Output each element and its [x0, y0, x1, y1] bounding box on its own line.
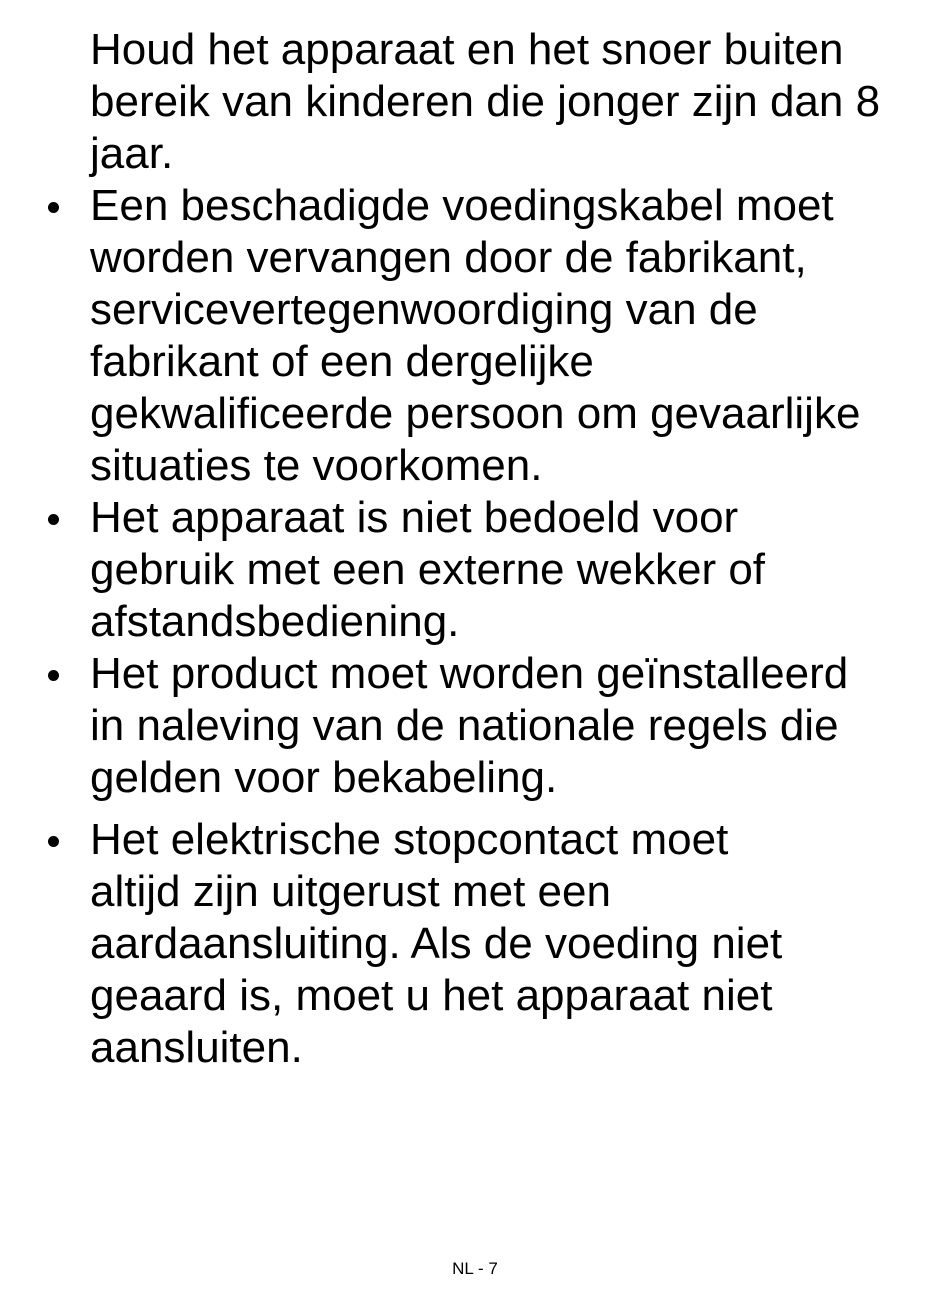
- list-item: [90, 180, 920, 492]
- text-line: aansluiten.: [90, 1023, 303, 1072]
- bullet-icon: [48, 202, 59, 213]
- list-item: [90, 648, 920, 804]
- text-line: Het product moet worden geïnstalleerd: [90, 649, 849, 698]
- text-line: aardaansluiting. Als de voeding niet: [90, 919, 783, 968]
- bullet-icon: [48, 670, 59, 681]
- page-number: NL - 7: [452, 1259, 498, 1278]
- text-line: Het elektrische stopcontact moet: [90, 815, 729, 864]
- bullet-icon: [48, 836, 59, 847]
- text-line: fabrikant of een dergelijke: [90, 337, 594, 386]
- text-line: altijd zijn uitgerust met een: [90, 867, 611, 916]
- text-line: situaties te voorkomen.: [90, 441, 543, 490]
- list-item: [90, 492, 920, 648]
- text-line: servicevertegenwoordiging van de: [90, 285, 758, 334]
- text-line: jaar.: [90, 129, 174, 178]
- intro-paragraph: [90, 24, 920, 180]
- text-line: Een beschadigde voedingskabel moet: [90, 181, 834, 230]
- text-line: geaard is, moet u het apparaat niet: [90, 971, 773, 1020]
- text-line: bereik van kinderen die jonger zijn dan 8: [90, 77, 881, 126]
- text-line: in naleving van de nationale regels die: [90, 701, 839, 750]
- text-line: gelden voor bekabeling.: [90, 753, 558, 802]
- bullet-icon: [48, 514, 59, 525]
- text-line: worden vervangen door de fabrikant,: [90, 233, 807, 282]
- text-line: Houd het apparaat en het snoer buiten: [90, 25, 844, 74]
- text-line: gekwalificeerde persoon om gevaarlijke: [90, 389, 861, 438]
- list-item: [90, 814, 920, 1074]
- text-line: gebruik met een externe wekker of: [90, 545, 766, 594]
- text-line: afstandsbediening.: [90, 597, 460, 646]
- text-line: Het apparaat is niet bedoeld voor: [90, 493, 739, 542]
